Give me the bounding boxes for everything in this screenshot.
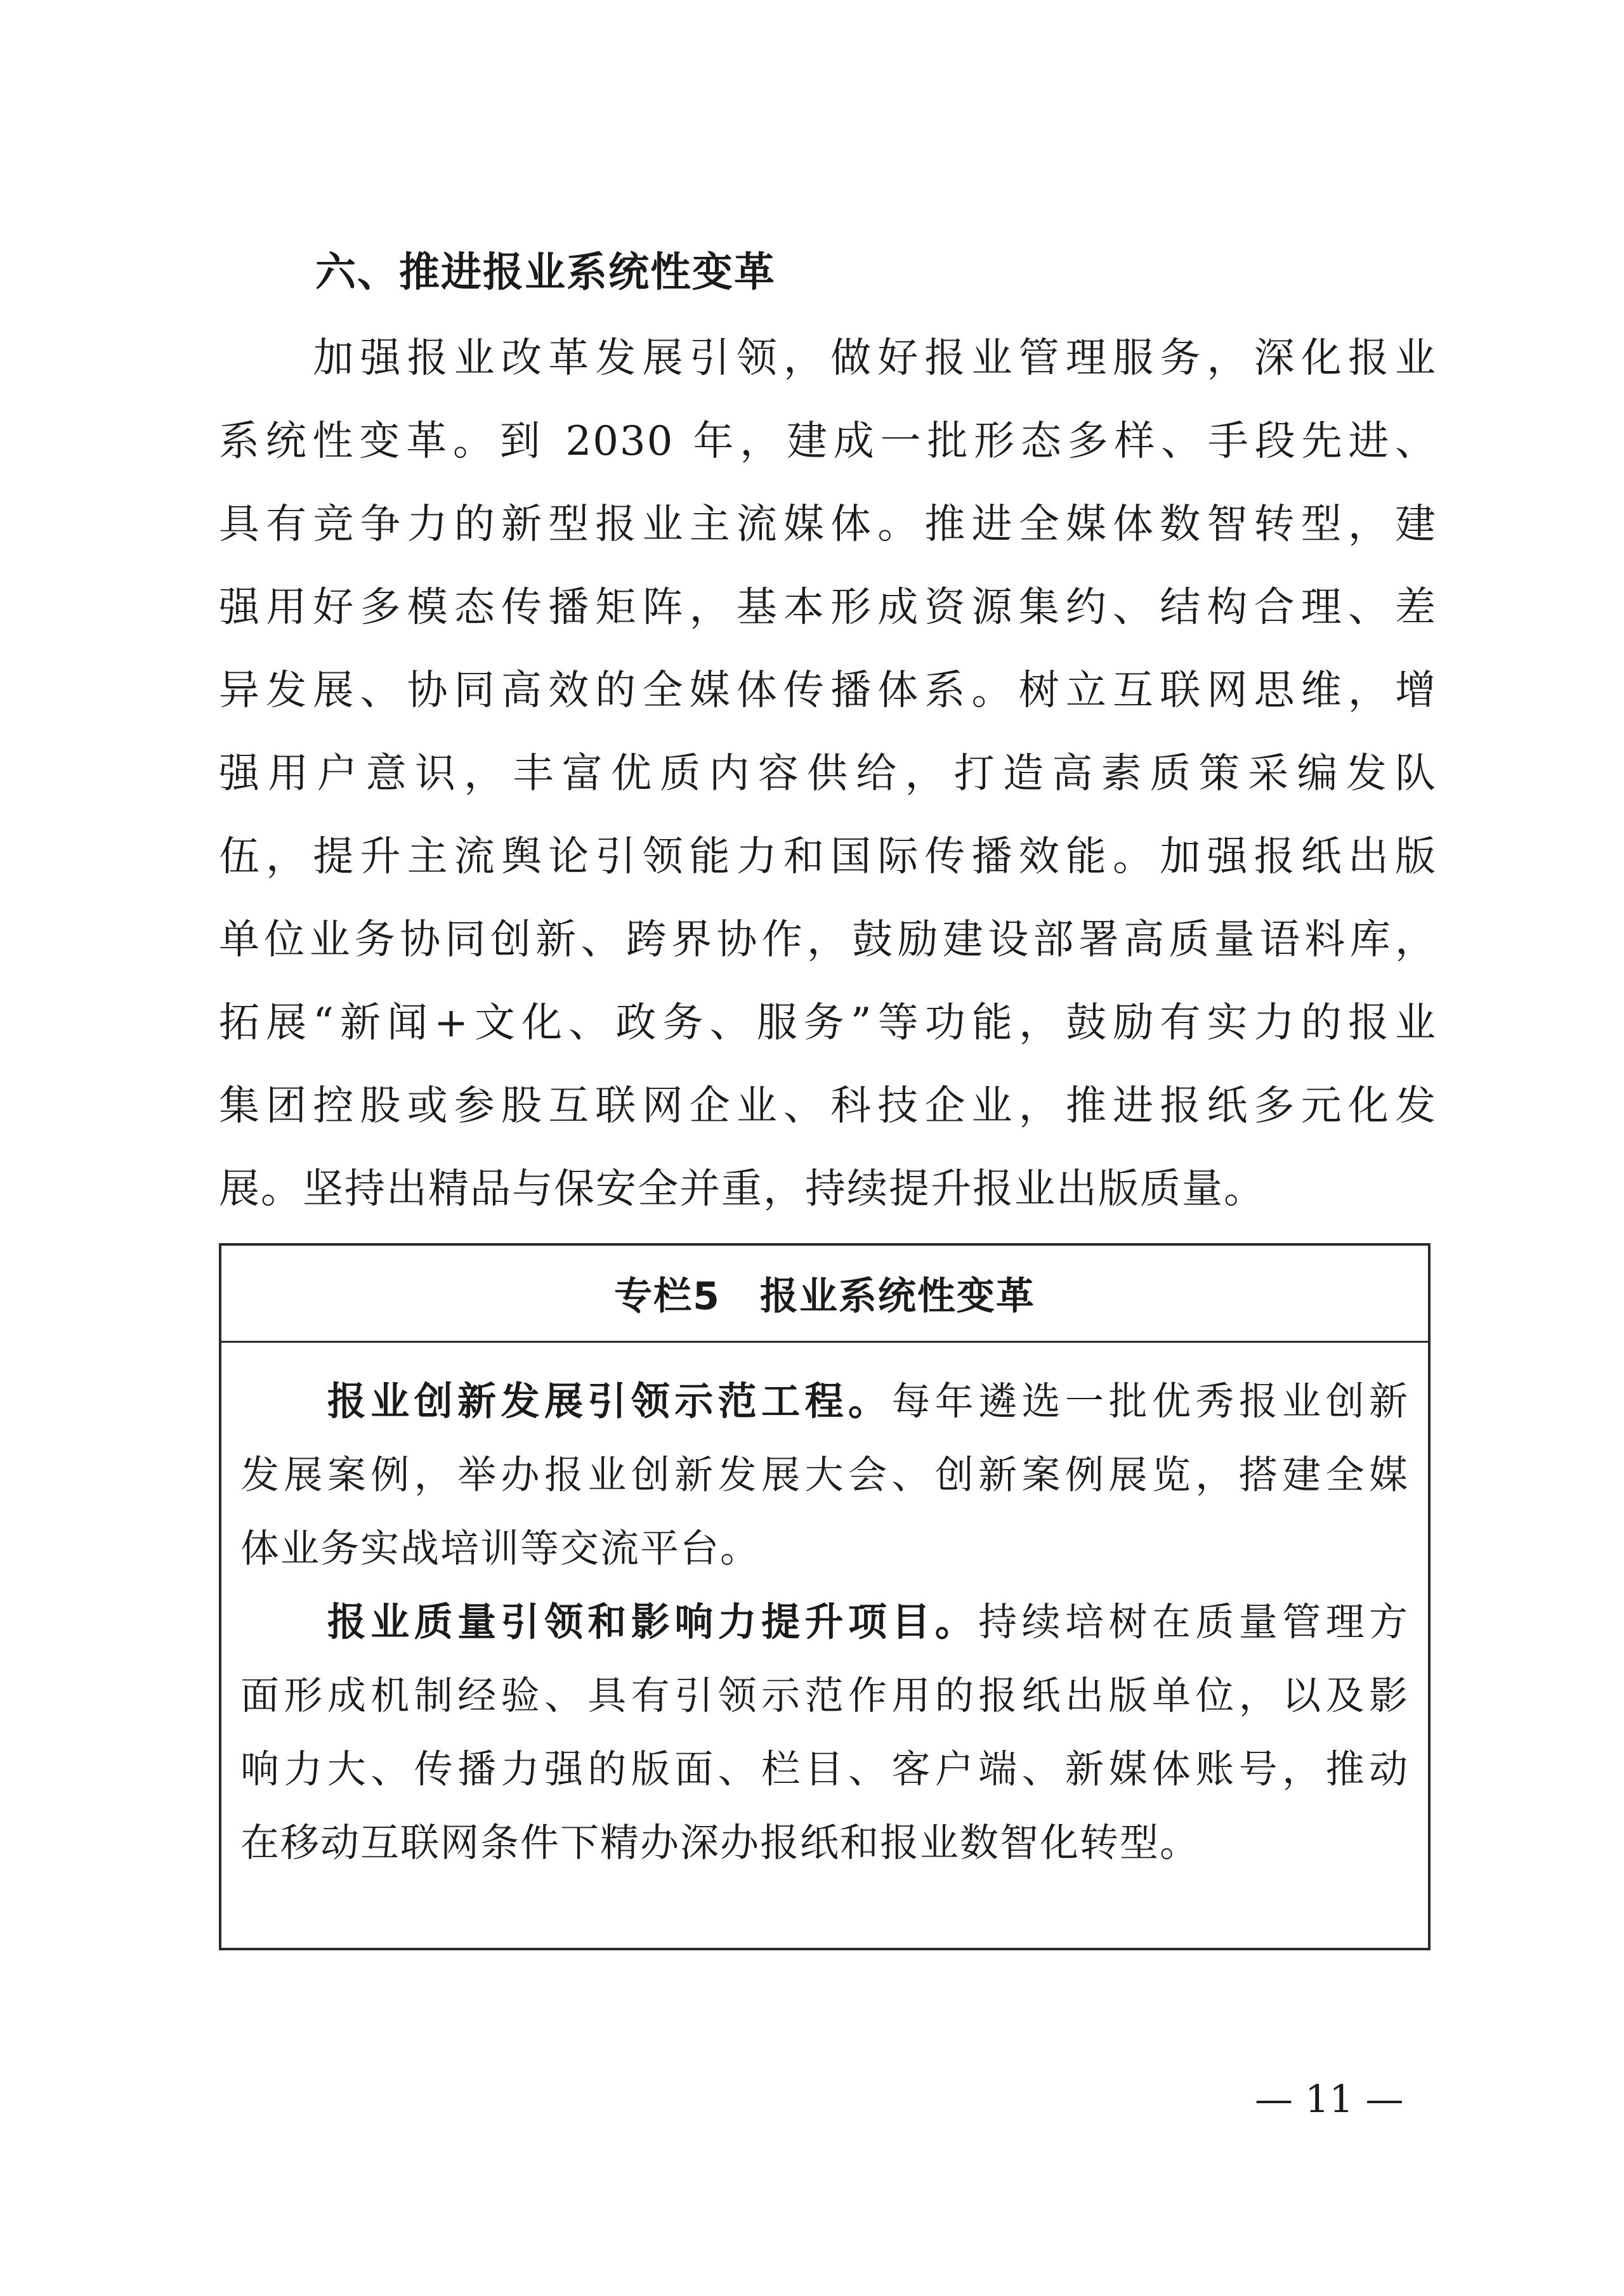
- box-item-2-line: [240, 1586, 1409, 1659]
- box-item-1-text: 每年遴选一批优秀报业创新: [891, 1379, 1409, 1424]
- paragraph-line: 单位业务协同创新、跨界协作，鼓励建设部署高质量语料库，: [219, 916, 1437, 963]
- paragraph-line: 加强报业改革发展引领，做好报业管理服务，深化报业: [219, 335, 1437, 382]
- paragraph-line: 伍，提升主流舆论引领能力和国际传播效能。加强报纸出版: [219, 833, 1437, 880]
- column-box-body: [240, 1365, 1409, 1880]
- paragraph-line: 集团控股或参股互联网企业、科技企业，推进报纸多元化发: [219, 1083, 1437, 1130]
- box-item-2-line: 响力大、传播力强的版面、栏目、客户端、新媒体账号，推动: [240, 1747, 1409, 1792]
- paragraph-line: 强用好多模态传播矩阵，基本形成资源集约、结构合理、差: [219, 584, 1437, 631]
- box-item-1-line: [240, 1365, 1409, 1438]
- paragraph-line: 强用户意识，丰富优质内容供给，打造高素质策采编发队: [219, 750, 1437, 797]
- paragraph-line: 异发展、协同高效的全媒体传播体系。树立互联网思维，增: [219, 667, 1437, 714]
- body-paragraph: [219, 317, 1437, 1231]
- box-item-1-line: 体业务实战培训等交流平台。: [240, 1526, 761, 1571]
- paragraph-line: 拓展“新闻+文化、政务、服务”等功能，鼓励有实力的报业: [219, 1000, 1437, 1047]
- box-item-1-lead: 报业创新发展引领示范工程。: [240, 1379, 892, 1424]
- box-item-2-lead: 报业质量引领和影响力提升项目。: [240, 1600, 979, 1645]
- box-item-1-line: 发展案例，举办报业创新发展大会、创新案例展览，搭建全媒: [240, 1452, 1409, 1497]
- box-item-2-text: 持续培树在质量管理方: [978, 1600, 1409, 1645]
- column-box: [219, 1243, 1431, 1950]
- paragraph-line: 具有竞争力的新型报业主流媒体。推进全媒体数智转型，建: [219, 501, 1437, 548]
- paragraph-line: 系统性变革。到 2030 年，建成一批形态多样、手段先进、: [219, 418, 1437, 465]
- box-item-2-line: 面形成机制经验、具有引领示范作用的报纸出版单位，以及影: [240, 1673, 1409, 1718]
- column-box-header: [221, 1246, 1428, 1343]
- page-number: — 11 —: [1255, 2077, 1404, 2122]
- paragraph-line: 展。坚持出精品与保安全并重，持续提升报业出版质量。: [219, 1166, 1266, 1213]
- column-box-title: 专栏5 报业系统性变革: [614, 1274, 1035, 1319]
- section-heading: 六、推进报业系统性变革: [315, 249, 776, 296]
- box-item-2-line: 在移动互联网条件下精办深办报纸和报业数智化转型。: [240, 1820, 1200, 1865]
